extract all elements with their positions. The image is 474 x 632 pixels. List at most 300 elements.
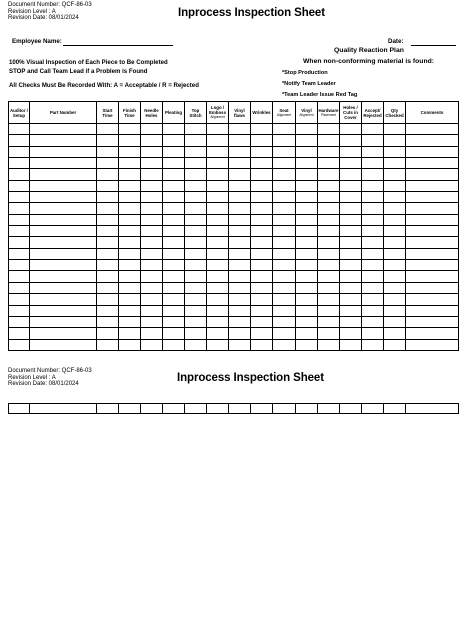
entry-cell[interactable] (406, 294, 459, 305)
entry-cell[interactable] (9, 316, 30, 327)
entry-cell[interactable] (163, 260, 185, 271)
entry-cell[interactable] (406, 248, 459, 259)
entry-cell[interactable] (9, 237, 30, 248)
entry-cell[interactable] (141, 316, 163, 327)
entry-cell[interactable] (30, 305, 97, 316)
entry-cell[interactable] (251, 226, 273, 237)
entry-cell[interactable] (141, 328, 163, 339)
entry-cell[interactable] (273, 158, 296, 169)
entry-cell[interactable] (119, 192, 141, 203)
entry-cell[interactable] (207, 339, 229, 350)
entry-cell[interactable] (384, 180, 406, 191)
entry-cell[interactable] (185, 339, 207, 350)
entry-cell[interactable] (340, 146, 362, 157)
entry-cell[interactable] (406, 203, 459, 214)
entry-cell[interactable] (97, 124, 119, 135)
entry-cell[interactable] (362, 203, 384, 214)
entry-cell[interactable] (119, 146, 141, 157)
entry-cell[interactable] (296, 158, 318, 169)
entry-cell[interactable] (30, 192, 97, 203)
entry-cell[interactable] (185, 305, 207, 316)
entry-cell[interactable] (30, 404, 97, 414)
entry-cell[interactable] (185, 226, 207, 237)
entry-cell[interactable] (97, 339, 119, 350)
entry-cell[interactable] (362, 328, 384, 339)
entry-cell[interactable] (406, 192, 459, 203)
entry-cell[interactable] (340, 260, 362, 271)
entry-cell[interactable] (229, 305, 251, 316)
entry-cell[interactable] (340, 282, 362, 293)
entry-cell[interactable] (119, 214, 141, 225)
entry-cell[interactable] (229, 169, 251, 180)
entry-cell[interactable] (406, 226, 459, 237)
entry-cell[interactable] (229, 214, 251, 225)
entry-cell[interactable] (318, 271, 340, 282)
entry-cell[interactable] (406, 339, 459, 350)
entry-cell[interactable] (384, 294, 406, 305)
entry-cell[interactable] (384, 124, 406, 135)
entry-cell[interactable] (384, 339, 406, 350)
entry-cell[interactable] (185, 316, 207, 327)
entry-cell[interactable] (251, 316, 273, 327)
entry-cell[interactable] (296, 180, 318, 191)
entry-cell[interactable] (9, 146, 30, 157)
entry-cell[interactable] (141, 294, 163, 305)
entry-cell[interactable] (185, 124, 207, 135)
entry-cell[interactable] (229, 237, 251, 248)
entry-cell[interactable] (251, 180, 273, 191)
entry-cell[interactable] (97, 192, 119, 203)
entry-cell[interactable] (296, 226, 318, 237)
entry-cell[interactable] (406, 146, 459, 157)
entry-cell[interactable] (185, 260, 207, 271)
entry-cell[interactable] (340, 124, 362, 135)
entry-cell[interactable] (163, 192, 185, 203)
entry-cell[interactable] (141, 305, 163, 316)
entry-cell[interactable] (185, 203, 207, 214)
entry-cell[interactable] (273, 294, 296, 305)
entry-cell[interactable] (296, 339, 318, 350)
entry-cell[interactable] (229, 248, 251, 259)
entry-cell[interactable] (163, 316, 185, 327)
entry-cell[interactable] (362, 237, 384, 248)
entry-cell[interactable] (97, 316, 119, 327)
entry-cell[interactable] (141, 146, 163, 157)
entry-cell[interactable] (229, 226, 251, 237)
entry-cell[interactable] (9, 158, 30, 169)
entry-cell[interactable] (251, 214, 273, 225)
entry-cell[interactable] (406, 169, 459, 180)
entry-cell[interactable] (362, 294, 384, 305)
entry-cell[interactable] (207, 180, 229, 191)
entry-cell[interactable] (207, 282, 229, 293)
entry-cell[interactable] (207, 316, 229, 327)
entry-cell[interactable] (119, 294, 141, 305)
entry-cell[interactable] (141, 339, 163, 350)
entry-cell[interactable] (207, 203, 229, 214)
entry-cell[interactable] (163, 282, 185, 293)
entry-cell[interactable] (296, 305, 318, 316)
entry-cell[interactable] (251, 294, 273, 305)
entry-cell[interactable] (251, 339, 273, 350)
entry-cell[interactable] (141, 260, 163, 271)
entry-cell[interactable] (318, 214, 340, 225)
entry-cell[interactable] (273, 404, 296, 414)
entry-cell[interactable] (318, 305, 340, 316)
entry-cell[interactable] (384, 237, 406, 248)
entry-cell[interactable] (163, 124, 185, 135)
entry-cell[interactable] (9, 305, 30, 316)
entry-cell[interactable] (384, 214, 406, 225)
entry-cell[interactable] (318, 146, 340, 157)
entry-cell[interactable] (207, 192, 229, 203)
entry-cell[interactable] (406, 135, 459, 146)
entry-cell[interactable] (185, 158, 207, 169)
entry-cell[interactable] (340, 169, 362, 180)
entry-cell[interactable] (30, 180, 97, 191)
entry-cell[interactable] (296, 294, 318, 305)
entry-cell[interactable] (185, 237, 207, 248)
entry-cell[interactable] (119, 282, 141, 293)
entry-cell[interactable] (362, 248, 384, 259)
entry-cell[interactable] (141, 192, 163, 203)
entry-cell[interactable] (97, 248, 119, 259)
entry-cell[interactable] (384, 271, 406, 282)
entry-cell[interactable] (119, 135, 141, 146)
entry-cell[interactable] (318, 294, 340, 305)
entry-cell[interactable] (207, 271, 229, 282)
entry-cell[interactable] (273, 192, 296, 203)
entry-cell[interactable] (30, 135, 97, 146)
entry-cell[interactable] (185, 328, 207, 339)
entry-cell[interactable] (141, 248, 163, 259)
entry-cell[interactable] (362, 124, 384, 135)
entry-cell[interactable] (30, 158, 97, 169)
entry-cell[interactable] (318, 226, 340, 237)
entry-cell[interactable] (9, 328, 30, 339)
entry-cell[interactable] (207, 158, 229, 169)
entry-cell[interactable] (384, 169, 406, 180)
entry-cell[interactable] (251, 192, 273, 203)
entry-cell[interactable] (163, 146, 185, 157)
entry-cell[interactable] (229, 260, 251, 271)
entry-cell[interactable] (296, 260, 318, 271)
entry-cell[interactable] (97, 404, 119, 414)
entry-cell[interactable] (141, 271, 163, 282)
entry-cell[interactable] (384, 203, 406, 214)
entry-cell[interactable] (207, 328, 229, 339)
entry-cell[interactable] (251, 248, 273, 259)
entry-cell[interactable] (406, 237, 459, 248)
entry-cell[interactable] (163, 271, 185, 282)
entry-cell[interactable] (163, 226, 185, 237)
entry-cell[interactable] (207, 146, 229, 157)
entry-cell[interactable] (318, 158, 340, 169)
entry-cell[interactable] (30, 124, 97, 135)
entry-cell[interactable] (141, 203, 163, 214)
entry-cell[interactable] (273, 124, 296, 135)
entry-cell[interactable] (97, 180, 119, 191)
entry-cell[interactable] (362, 169, 384, 180)
entry-cell[interactable] (30, 203, 97, 214)
entry-cell[interactable] (406, 316, 459, 327)
entry-cell[interactable] (296, 248, 318, 259)
entry-cell[interactable] (362, 316, 384, 327)
entry-cell[interactable] (30, 226, 97, 237)
entry-cell[interactable] (9, 124, 30, 135)
entry-cell[interactable] (141, 214, 163, 225)
entry-cell[interactable] (185, 180, 207, 191)
entry-cell[interactable] (384, 226, 406, 237)
entry-cell[interactable] (97, 271, 119, 282)
entry-cell[interactable] (296, 271, 318, 282)
entry-cell[interactable] (340, 192, 362, 203)
entry-cell[interactable] (163, 203, 185, 214)
entry-cell[interactable] (163, 404, 185, 414)
entry-cell[interactable] (207, 404, 229, 414)
entry-cell[interactable] (406, 180, 459, 191)
entry-cell[interactable] (384, 158, 406, 169)
entry-cell[interactable] (251, 260, 273, 271)
entry-cell[interactable] (273, 237, 296, 248)
entry-cell[interactable] (273, 180, 296, 191)
entry-cell[interactable] (296, 192, 318, 203)
entry-cell[interactable] (119, 305, 141, 316)
entry-cell[interactable] (30, 328, 97, 339)
entry-cell[interactable] (163, 305, 185, 316)
entry-cell[interactable] (9, 226, 30, 237)
entry-cell[interactable] (97, 226, 119, 237)
entry-cell[interactable] (251, 158, 273, 169)
entry-cell[interactable] (185, 135, 207, 146)
entry-cell[interactable] (9, 282, 30, 293)
entry-cell[interactable] (229, 271, 251, 282)
entry-cell[interactable] (229, 328, 251, 339)
entry-cell[interactable] (141, 180, 163, 191)
entry-cell[interactable] (119, 180, 141, 191)
entry-cell[interactable] (362, 305, 384, 316)
entry-cell[interactable] (362, 192, 384, 203)
entry-cell[interactable] (362, 271, 384, 282)
entry-cell[interactable] (97, 282, 119, 293)
entry-cell[interactable] (340, 248, 362, 259)
entry-cell[interactable] (296, 237, 318, 248)
entry-cell[interactable] (185, 282, 207, 293)
entry-cell[interactable] (207, 294, 229, 305)
entry-cell[interactable] (406, 282, 459, 293)
entry-cell[interactable] (9, 214, 30, 225)
entry-cell[interactable] (207, 124, 229, 135)
entry-cell[interactable] (9, 294, 30, 305)
entry-cell[interactable] (97, 214, 119, 225)
entry-cell[interactable] (97, 237, 119, 248)
entry-cell[interactable] (318, 282, 340, 293)
entry-cell[interactable] (273, 260, 296, 271)
entry-cell[interactable] (119, 404, 141, 414)
entry-cell[interactable] (229, 135, 251, 146)
entry-cell[interactable] (229, 192, 251, 203)
entry-cell[interactable] (185, 404, 207, 414)
entry-cell[interactable] (119, 316, 141, 327)
entry-cell[interactable] (406, 404, 459, 414)
entry-cell[interactable] (119, 226, 141, 237)
entry-cell[interactable] (119, 248, 141, 259)
entry-cell[interactable] (97, 158, 119, 169)
entry-cell[interactable] (141, 226, 163, 237)
entry-cell[interactable] (340, 214, 362, 225)
entry-cell[interactable] (229, 316, 251, 327)
entry-cell[interactable] (97, 294, 119, 305)
entry-cell[interactable] (318, 135, 340, 146)
entry-cell[interactable] (207, 169, 229, 180)
entry-cell[interactable] (362, 214, 384, 225)
entry-cell[interactable] (207, 248, 229, 259)
entry-cell[interactable] (406, 158, 459, 169)
entry-cell[interactable] (141, 169, 163, 180)
entry-cell[interactable] (207, 237, 229, 248)
entry-cell[interactable] (185, 271, 207, 282)
entry-cell[interactable] (185, 248, 207, 259)
entry-cell[interactable] (406, 271, 459, 282)
entry-cell[interactable] (362, 135, 384, 146)
entry-cell[interactable] (273, 271, 296, 282)
entry-cell[interactable] (362, 158, 384, 169)
entry-cell[interactable] (296, 124, 318, 135)
entry-cell[interactable] (318, 180, 340, 191)
entry-cell[interactable] (163, 328, 185, 339)
entry-cell[interactable] (119, 169, 141, 180)
entry-cell[interactable] (207, 260, 229, 271)
entry-cell[interactable] (163, 158, 185, 169)
entry-cell[interactable] (163, 180, 185, 191)
entry-cell[interactable] (30, 282, 97, 293)
entry-cell[interactable] (296, 135, 318, 146)
entry-cell[interactable] (185, 214, 207, 225)
entry-cell[interactable] (9, 271, 30, 282)
entry-cell[interactable] (97, 203, 119, 214)
entry-cell[interactable] (9, 180, 30, 191)
entry-cell[interactable] (30, 237, 97, 248)
entry-cell[interactable] (340, 339, 362, 350)
entry-cell[interactable] (318, 404, 340, 414)
entry-cell[interactable] (273, 226, 296, 237)
entry-cell[interactable] (340, 305, 362, 316)
entry-cell[interactable] (97, 260, 119, 271)
entry-cell[interactable] (273, 316, 296, 327)
entry-cell[interactable] (318, 260, 340, 271)
entry-cell[interactable] (97, 305, 119, 316)
entry-cell[interactable] (141, 404, 163, 414)
entry-cell[interactable] (273, 214, 296, 225)
entry-cell[interactable] (251, 328, 273, 339)
entry-cell[interactable] (251, 169, 273, 180)
entry-cell[interactable] (229, 294, 251, 305)
entry-cell[interactable] (384, 135, 406, 146)
entry-cell[interactable] (97, 146, 119, 157)
entry-cell[interactable] (229, 146, 251, 157)
entry-cell[interactable] (229, 282, 251, 293)
entry-cell[interactable] (340, 135, 362, 146)
entry-cell[interactable] (362, 282, 384, 293)
entry-cell[interactable] (229, 124, 251, 135)
entry-cell[interactable] (163, 339, 185, 350)
entry-cell[interactable] (384, 260, 406, 271)
entry-cell[interactable] (296, 203, 318, 214)
entry-cell[interactable] (273, 169, 296, 180)
entry-cell[interactable] (318, 192, 340, 203)
entry-cell[interactable] (30, 248, 97, 259)
entry-cell[interactable] (340, 404, 362, 414)
entry-cell[interactable] (273, 339, 296, 350)
entry-cell[interactable] (9, 260, 30, 271)
entry-cell[interactable] (340, 328, 362, 339)
entry-cell[interactable] (163, 237, 185, 248)
entry-cell[interactable] (251, 237, 273, 248)
entry-cell[interactable] (30, 294, 97, 305)
entry-cell[interactable] (251, 146, 273, 157)
entry-cell[interactable] (30, 271, 97, 282)
entry-cell[interactable] (296, 328, 318, 339)
entry-cell[interactable] (273, 203, 296, 214)
entry-cell[interactable] (207, 226, 229, 237)
entry-cell[interactable] (273, 135, 296, 146)
entry-cell[interactable] (273, 305, 296, 316)
entry-cell[interactable] (406, 124, 459, 135)
entry-cell[interactable] (384, 282, 406, 293)
entry-cell[interactable] (340, 158, 362, 169)
entry-cell[interactable] (9, 404, 30, 414)
entry-cell[interactable] (163, 169, 185, 180)
entry-cell[interactable] (185, 294, 207, 305)
entry-cell[interactable] (318, 339, 340, 350)
entry-cell[interactable] (251, 203, 273, 214)
entry-cell[interactable] (119, 203, 141, 214)
entry-cell[interactable] (163, 248, 185, 259)
entry-cell[interactable] (362, 404, 384, 414)
entry-cell[interactable] (9, 192, 30, 203)
entry-cell[interactable] (251, 305, 273, 316)
entry-cell[interactable] (141, 135, 163, 146)
entry-cell[interactable] (9, 339, 30, 350)
entry-cell[interactable] (318, 124, 340, 135)
entry-cell[interactable] (207, 305, 229, 316)
entry-cell[interactable] (296, 316, 318, 327)
entry-cell[interactable] (340, 237, 362, 248)
entry-cell[interactable] (296, 404, 318, 414)
entry-cell[interactable] (296, 146, 318, 157)
entry-cell[interactable] (30, 146, 97, 157)
entry-cell[interactable] (119, 271, 141, 282)
entry-cell[interactable] (185, 192, 207, 203)
entry-cell[interactable] (273, 146, 296, 157)
entry-cell[interactable] (141, 124, 163, 135)
entry-cell[interactable] (296, 282, 318, 293)
entry-cell[interactable] (362, 180, 384, 191)
entry-cell[interactable] (229, 339, 251, 350)
entry-cell[interactable] (9, 169, 30, 180)
entry-cell[interactable] (384, 305, 406, 316)
entry-cell[interactable] (406, 305, 459, 316)
entry-cell[interactable] (119, 339, 141, 350)
entry-cell[interactable] (384, 328, 406, 339)
entry-cell[interactable] (30, 316, 97, 327)
entry-cell[interactable] (141, 158, 163, 169)
entry-cell[interactable] (9, 248, 30, 259)
entry-cell[interactable] (384, 248, 406, 259)
entry-cell[interactable] (30, 214, 97, 225)
entry-cell[interactable] (30, 339, 97, 350)
entry-cell[interactable] (340, 294, 362, 305)
